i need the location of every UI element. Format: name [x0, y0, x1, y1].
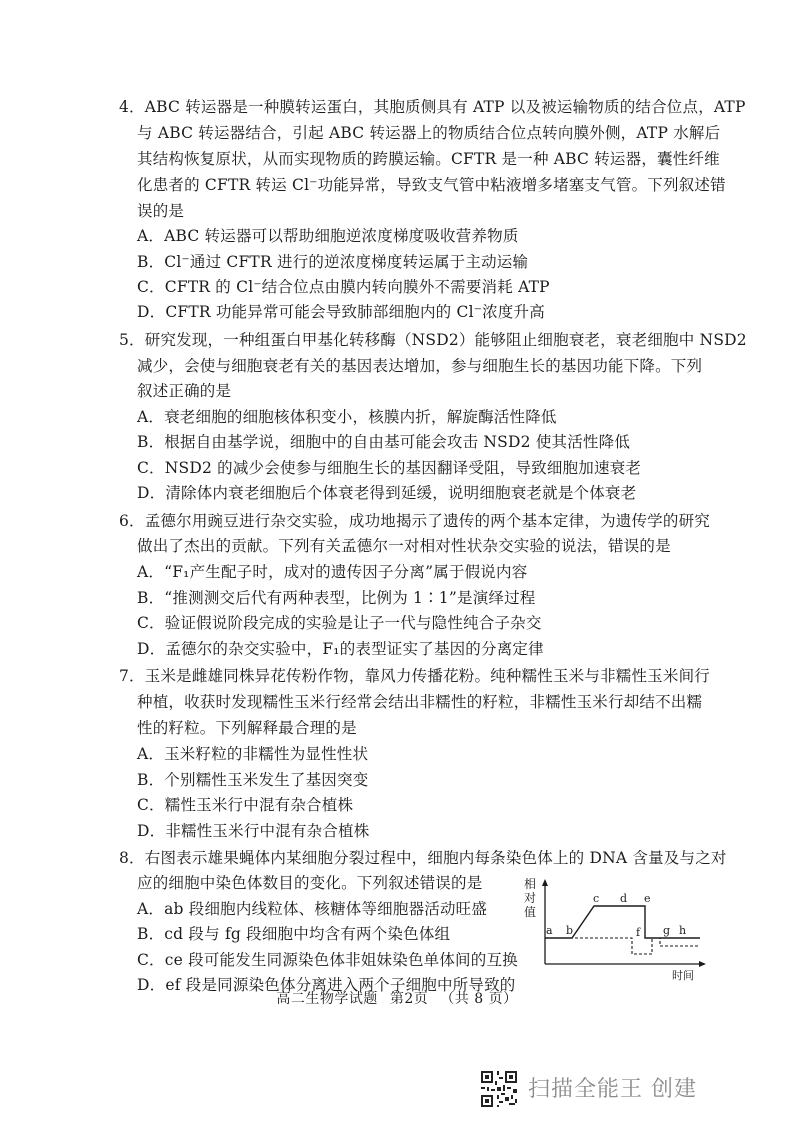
- graph-point-label: b: [566, 924, 574, 937]
- question-4-option-a: A．ABC 转运器可以帮助细胞逆浓度梯度吸收营养物质: [137, 227, 519, 245]
- question-8-option-d: D．ef 段是同源染色体分离进入两个子细胞中所导致的: [137, 976, 516, 994]
- graph-point-label: g: [663, 924, 671, 937]
- graph-chromosome-curve: [545, 938, 700, 954]
- question-6-option-d: D．孟德尔的杂交实验中，F₁的表型证实了基因的分离定律: [137, 640, 544, 658]
- footer-page-number: 第2页: [389, 991, 429, 1007]
- qr-code-icon: [479, 1069, 519, 1109]
- graph-ylabel-char: 相: [524, 878, 537, 891]
- question-5-stem-line: 减少，会使与细胞衰老有关的基因表达增加，参与细胞生长的基因功能下降。下列: [137, 357, 703, 375]
- question-8-stem-line: 8．右图表示雄果蝇体内某细胞分裂过程中，细胞内每条染色体上的 DNA 含量及与之对: [119, 849, 727, 867]
- footer-total-pages: （共 8 页）: [440, 991, 518, 1007]
- graph-ylabel-char: 对: [524, 891, 537, 905]
- question-6-option-a: A．“F₁产生配子时，成对的遗传因子分离”属于假说内容: [137, 563, 528, 581]
- dna-content-graph: [522, 878, 708, 983]
- question-4-stem-line: 4．ABC 转运器是一种膜转运蛋白，其胞质侧具有 ATP 以及被运输物质的结合位点，ATP: [119, 98, 746, 116]
- question-6-option-c: C．验证假说阶段完成的实验是让子一代与隐性纯合子杂交: [137, 614, 542, 632]
- question-5-stem-line: 5．研究发现，一种组蛋白甲基化转移酶（NSD2）能够阻止细胞衰老，衰老细胞中 NSD2: [119, 331, 747, 349]
- graph-ylabel-char: 值: [524, 905, 537, 919]
- graph-point-label: a: [546, 924, 553, 937]
- graph-y-arrow: [542, 879, 548, 886]
- question-5-option-d: D．清除体内衰老细胞后个体衰老得到延缓，说明细胞衰老就是个体衰老: [137, 484, 637, 502]
- question-8-stem-line: 应的细胞中染色体数目的变化。下列叙述错误的是: [137, 874, 483, 892]
- question-7-stem-line: 种植，收获时发现糯性玉米行经常会结出非糯性的籽粒，非糯性玉米行却结不出糯: [137, 693, 703, 711]
- question-8-option-b: B．cd 段与 fg 段细胞中均含有两个染色体组: [137, 925, 451, 943]
- graph-point-label: c: [593, 892, 600, 905]
- graph-point-label: f: [636, 926, 641, 939]
- graph-point-label: d: [620, 892, 628, 905]
- graph-point-label: h: [679, 924, 687, 937]
- question-4-stem-line: 化患者的 CFTR 转运 Cl⁻功能异常，导致支气管中粘液增多堵塞支气管。下列叙述错: [137, 176, 726, 194]
- question-4-stem-line: 与 ABC 转运器结合，引起 ABC 转运器上的物质结合位点转向膜外侧，ATP 水解后: [137, 124, 721, 142]
- question-5-option-c: C．NSD2 的减少会使参与细胞生长的基因翻译受阻，导致细胞加速衰老: [137, 459, 642, 477]
- question-4-stem-line: 误的是: [137, 202, 185, 220]
- question-4-option-b: B．Cl⁻通过 CFTR 进行的逆浓度梯度转运属于主动运输: [137, 253, 529, 271]
- question-4-stem-line: 其结构恢复原状，从而实现物质的跨膜运输。CFTR 是一种 ABC 转运器，囊性纤维: [137, 150, 720, 168]
- graph-point-label: e: [644, 892, 651, 905]
- question-7-stem-line: 7．玉米是雌雄同株异花传粉作物，靠风力传播花粉。纯种糯性玉米与非糯性玉米间行: [119, 667, 710, 685]
- question-6-stem-line: 做出了杰出的贡献。下列有关孟德尔一对相对性状杂交实验的说法，错误的是: [137, 537, 671, 555]
- question-7-option-c: C．糯性玉米行中混有杂合植株: [137, 796, 354, 814]
- question-6-option-b: B．“推测测交后代有两种表型，比例为 1∶1”是演绎过程: [137, 589, 536, 607]
- page-footer: [0, 988, 794, 1008]
- question-7-option-d: D．非糯性玉米行中混有杂合植株: [137, 822, 370, 840]
- graph-x-arrow: [699, 961, 706, 967]
- question-4-option-c: C．CFTR 的 Cl⁻结合位点由膜内转向膜外不需要消耗 ATP: [137, 278, 550, 296]
- question-7-option-a: A．玉米籽粒的非糯性为显性性状: [137, 745, 369, 763]
- graph-xlabel: 时间: [672, 969, 694, 982]
- question-8-option-c: C．ce 段可能发生同源染色体非姐妹染色单体间的互换: [137, 951, 518, 969]
- question-8-option-a: A．ab 段细胞内线粒体、核糖体等细胞器活动旺盛: [137, 900, 488, 918]
- question-5-stem-line: 叙述正确的是: [137, 382, 232, 400]
- question-4-option-d: D．CFTR 功能异常可能会导致肺部细胞内的 Cl⁻浓度升高: [137, 303, 545, 321]
- footer-title: 高二生物学试题: [276, 991, 378, 1007]
- question-7-stem-line: 性的籽粒。下列解释最合理的是: [137, 719, 357, 737]
- question-5-option-a: A．衰老细胞的细胞核体积变小，核膜内折，解旋酶活性降低: [137, 408, 557, 426]
- question-7-option-b: B．个别糯性玉米发生了基因突变: [137, 771, 369, 789]
- question-5-option-b: B．根据自由基学说，细胞中的自由基可能会攻击 NSD2 使其活性降低: [137, 433, 631, 451]
- question-6-stem-line: 6．孟德尔用豌豆进行杂交实验，成功地揭示了遗传的两个基本定律，为遗传学的研究: [119, 512, 710, 530]
- scanner-watermark: 扫描全能王 创建: [528, 1077, 697, 1102]
